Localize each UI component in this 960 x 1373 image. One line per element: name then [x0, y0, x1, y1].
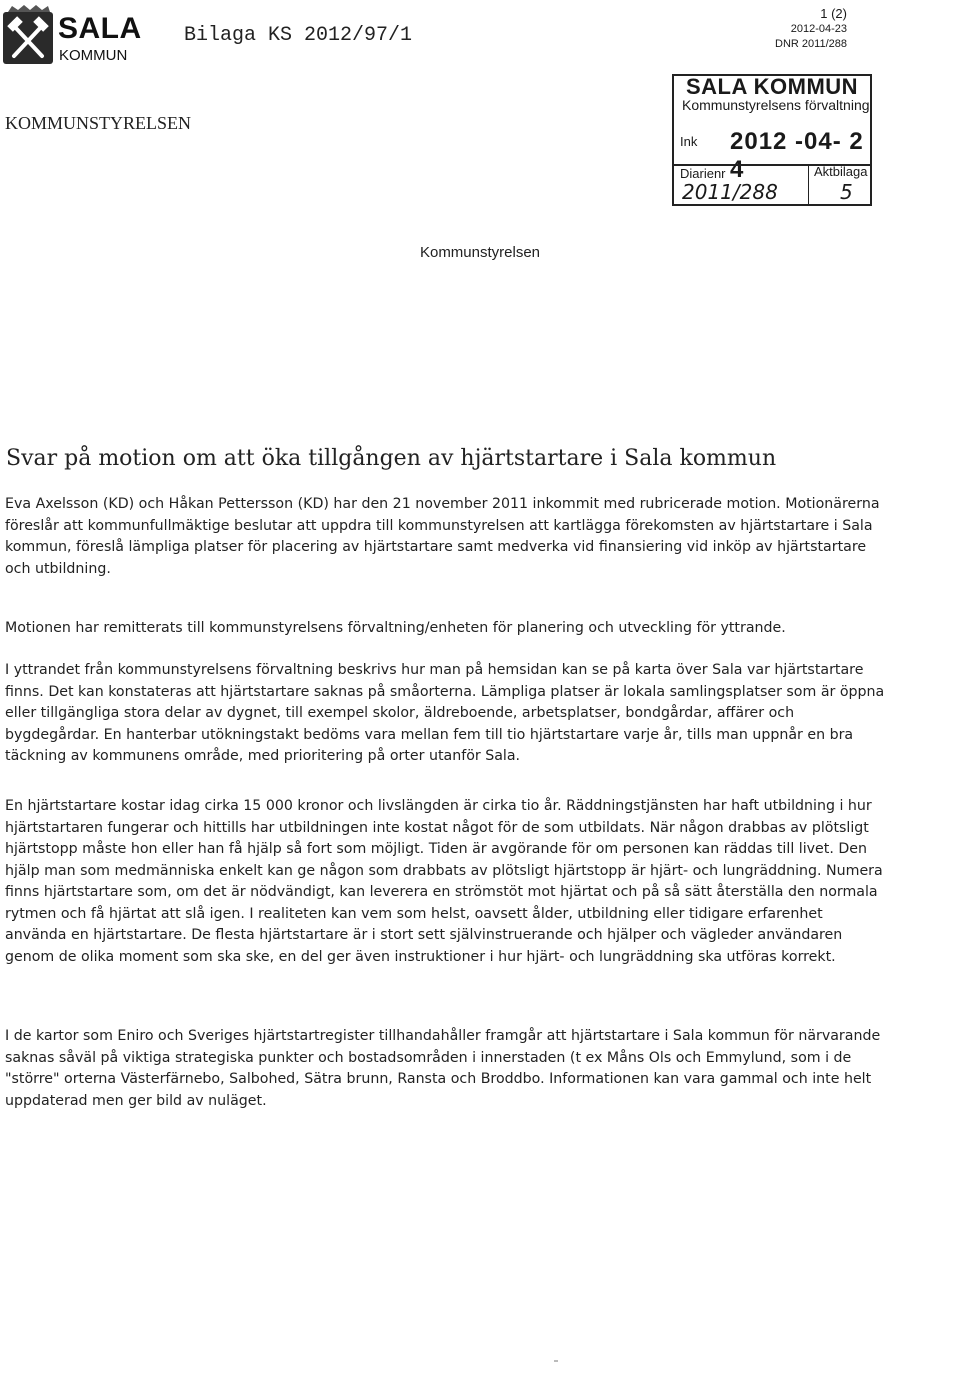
received-stamp	[672, 74, 872, 206]
recipient: Kommunstyrelsen	[419, 244, 541, 261]
stamp-subtitle: Kommunstyrelsens förvaltning	[682, 97, 870, 113]
paragraph: Eva Axelsson (KD) och Håkan Pettersson (KD) har den 21 november 2011 inkommit med rubricerade motion. Motionärerna föreslår att kommunfullmäktige beslutar att uppdra till kommunstyrelsen att kartlägga förekomsten av hjärtstartare i Sala kommun, föreslå lämpliga platser för placering av hjärtstartare samt medverka vid finansiering vid inköp av hjärtstartare och utbildning.	[5, 496, 880, 577]
stamp-title: SALA KOMMUN	[685, 74, 859, 99]
stamp-aktbilaga-label: Aktbilaga	[814, 164, 868, 179]
department-name: KOMMUNSTYRELSEN	[5, 113, 192, 133]
page-number: 1 (2)	[820, 6, 847, 21]
scan-mark	[554, 1360, 558, 1362]
sala-crossed-hammers-logo-icon	[2, 4, 54, 66]
paragraph: I yttrandet från kommunstyrelsens förvaltning beskrivs hur man på hemsidan kan se på karta över Sala var hjärtstartare finns. Det kan konstateras att hjärtstartare saknas på småorterna. Lämpliga platser är lokala samlingsplatser som är öppna eller tillgängliga stora delar av dygnet, till exempel skolor, äldreboende, arbetsplatser, bondgårdar, affärer och bygdegårdar. En hanterbar utökningstakt bedöms vara mellan fem till tio hjärtstartare varje år, tills man uppnår en bra täckning av kommunens område, med prioritering på orter utanför Sala.	[5, 662, 885, 764]
stamp-column-divider	[808, 166, 809, 206]
logo-name: SALA	[58, 12, 142, 45]
stamp-aktbilaga-value: 5	[840, 180, 853, 204]
document-date: 2012-04-23	[790, 23, 847, 35]
bilaga-reference: Bilaga KS 2012/97/1	[184, 24, 413, 47]
stamp-diarienr-label: Diarienr	[680, 166, 726, 181]
logo-subtitle: KOMMUN	[59, 47, 128, 64]
paragraph: Motionen har remitterats till kommunstyrelsens förvaltning/enheten för planering och utveckling för yttrande.	[5, 620, 786, 636]
paragraph: En hjärtstartare kostar idag cirka 15 000 kronor och livslängden är cirka tio år. Räddningstjänsten har haft utbildning i hur hjärtstartaren fungerar och hittills har utbildningen inte kostat något för de som utbildats. När någon drabbas av plötsligt hjärtstopp måste hon eller han få hjälp så fort som möjligt. Tiden är avgörande för om personen kan räddas till livet. Den hjälp man som medmänniska enkelt kan ge någon som drabbats av plötsligt hjärtstopp är hjärt- och lungräddning. Numera finns hjärtstartare som, om det är nödvändigt, kan leverera en strömstöt mot hjärtat och på så sätt återställa den normala rytmen och få hjärtat att slå igen. I realiteten kan vem som helst, oavsett ålder, utbildning eller tidigare erfarenhet använda en hjärtstartare. De flesta hjärtstartare är i stort sett självinstruerande och hjälper och vägleder användaren genom de olika moment som ska ske, en del ger även instruktioner i hur hjärt- och lungräddning ska utföras korrekt.	[5, 798, 883, 965]
stamp-received-label: Ink	[680, 134, 698, 149]
document-dnr: DNR 2011/288	[775, 38, 847, 50]
sala-kommun-logo	[0, 2, 160, 70]
stamp-received-date: 2012 -04- 2 4	[730, 128, 864, 183]
paragraph: I de kartor som Eniro och Sveriges hjärtstartregister tillhandahåller framgår att hjärtstartare i Sala kommun för närvarande saknas såväl på viktiga strategiska punkter och bostadsområden i innerstaden (t ex Måns Ols och Emmylund, som i de "större" orterna Västerfärnebo, Salbohed, Sätra brunn, Ransta och Broddbo. Informationen kan vara gammal och inte helt uppdaterad men ger bild av nuläget.	[5, 1028, 881, 1109]
document-title: Svar på motion om att öka tillgången av hjärtstartare i Sala kommun	[6, 446, 777, 471]
stamp-diarienr-value: 2011/288	[682, 180, 778, 204]
